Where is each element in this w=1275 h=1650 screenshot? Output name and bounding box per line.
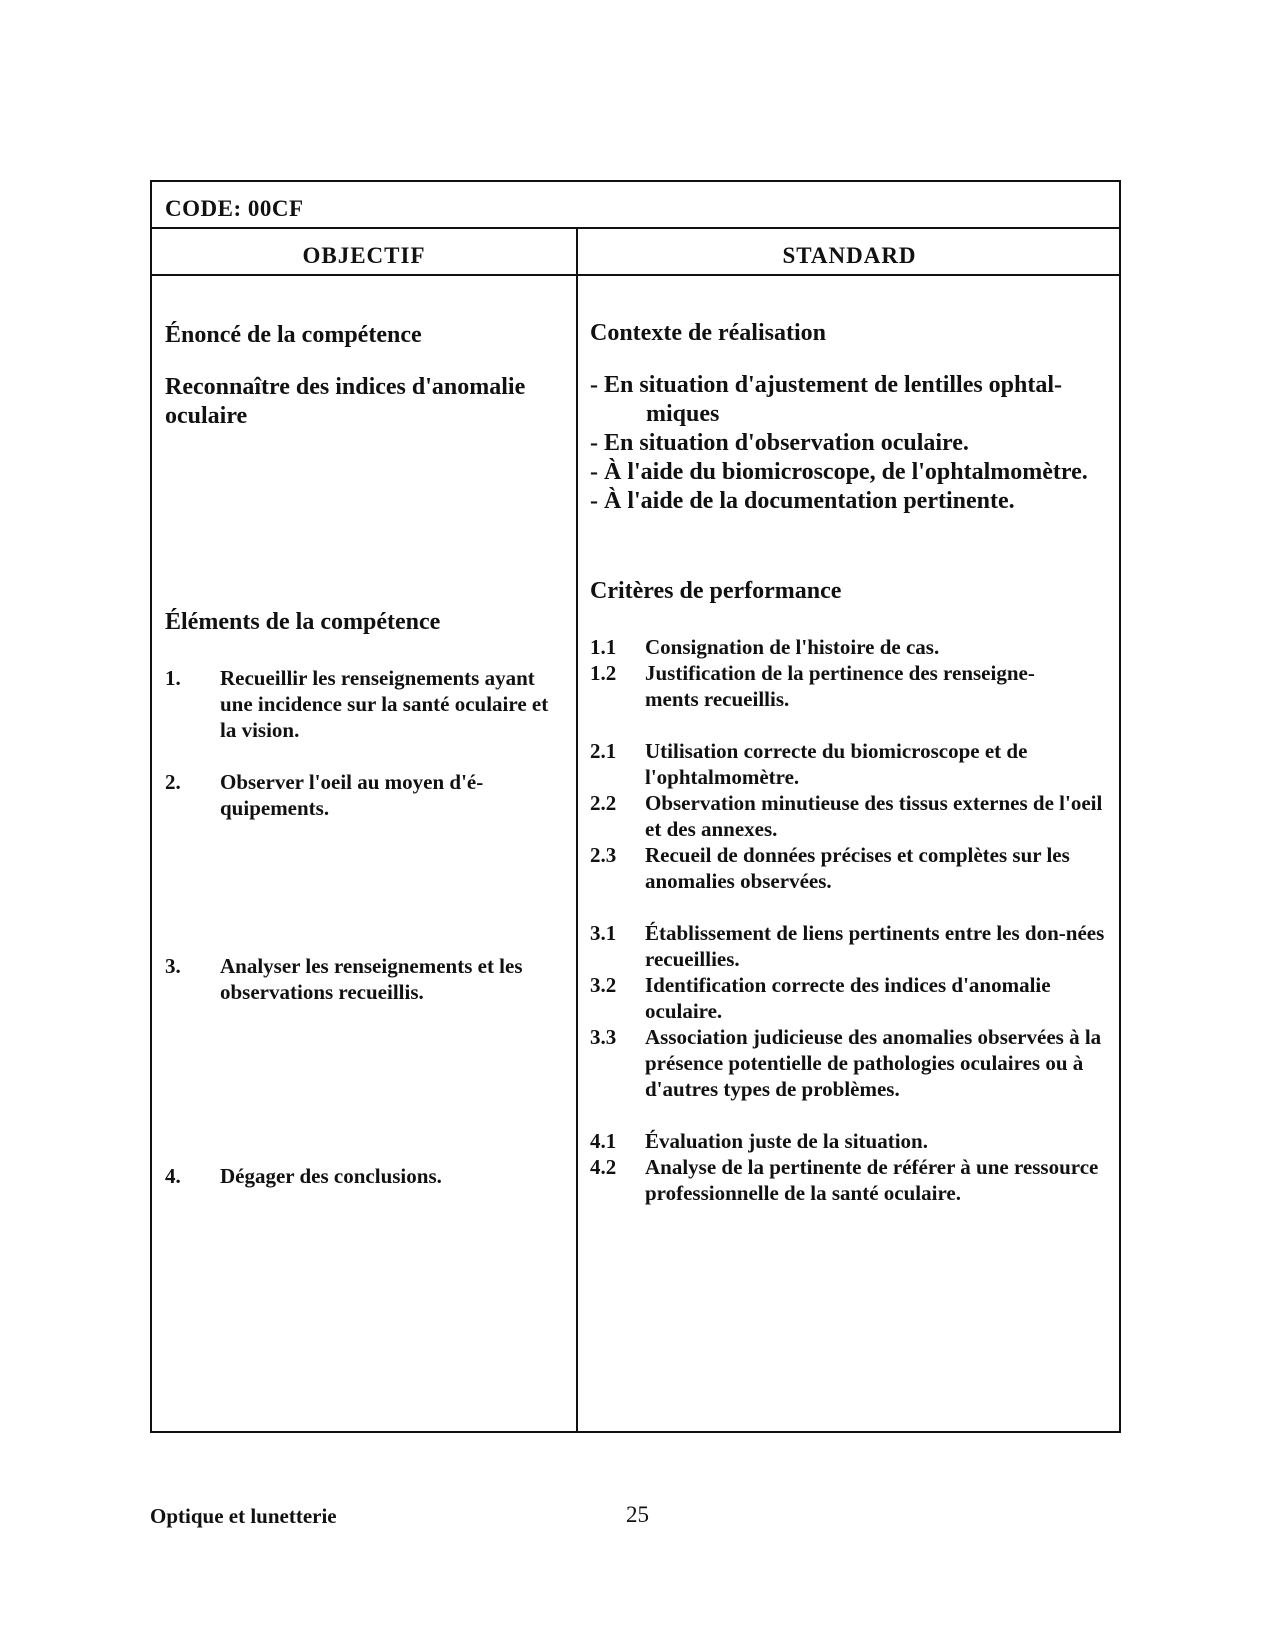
header-row (152, 229, 1119, 276)
critere-text: Association judicieuse des anomalies observées à la présence potentielle de pathologies oculaires ou à d'autres types de problèmes. (645, 1025, 1102, 1101)
critere-text: Observation minutieuse des tissus externes de l'oeil et des annexes. (645, 791, 1103, 841)
contexte-item: - À l'aide du biomicroscope, de l'ophtalmomètre. (590, 459, 1088, 485)
objectif-header: OBJECTIF (302, 243, 426, 268)
critere-number: 4.1 (590, 1129, 617, 1153)
code-label: CODE: 00CF (165, 196, 304, 221)
element-text: Recueillir les renseignements ayant une incidence sur la santé oculaire et la vision. (220, 666, 549, 742)
contexte-item: - En situation d'ajustement de lentilles ophtal-miques (590, 372, 1063, 427)
contexte-list (590, 371, 1116, 516)
footer-program: Optique et lunetterie (150, 1504, 337, 1528)
critere-text: Analyse de la pertinente de référer à une ressource professionnelle de la santé oculaire. (645, 1155, 1099, 1205)
critere-number: 2.3 (590, 843, 617, 867)
enonce-title: Énoncé de la compétence (165, 322, 422, 348)
critere-number: 3.2 (590, 973, 617, 997)
column-divider (576, 229, 578, 1431)
critere-text: Évaluation juste de la situation. (645, 1129, 928, 1153)
critere-number: 1.1 (590, 635, 617, 659)
elements-title: Éléments de la compétence (165, 609, 441, 635)
element-number: 3. (165, 954, 181, 978)
element-text: Analyser les renseignements et les observations recueillis. (220, 954, 523, 1004)
critere-text: Consignation de l'histoire de cas. (645, 635, 940, 659)
element-number: 4. (165, 1164, 181, 1188)
critere-text: Justification de la pertinence des renseigne-ments recueillis. (645, 661, 1035, 711)
enonce-text: Reconnaître des indices d'anomalie oculaire (165, 374, 526, 429)
competency-table (150, 180, 1121, 1433)
criteres-title: Critères de performance (590, 578, 842, 604)
critere-number: 2.2 (590, 791, 617, 815)
contexte-item: - En situation d'observation oculaire. (590, 430, 969, 456)
standard-header: STANDARD (782, 243, 917, 268)
critere-number: 3.3 (590, 1025, 617, 1049)
critere-number: 3.1 (590, 921, 617, 945)
element-text: Observer l'oeil au moyen d'é-quipements. (220, 770, 484, 820)
contexte-item: - À l'aide de la documentation pertinente. (590, 488, 1015, 514)
element-text: Dégager des conclusions. (220, 1164, 442, 1188)
element-number: 2. (165, 770, 181, 794)
element-number: 1. (165, 666, 181, 690)
contexte-title: Contexte de réalisation (590, 320, 826, 346)
critere-number: 4.2 (590, 1155, 617, 1179)
page-number: 25 (626, 1502, 649, 1527)
critere-text: Établissement de liens pertinents entre les don-nées recueillies. (645, 921, 1105, 971)
critere-number: 2.1 (590, 739, 617, 763)
critere-text: Utilisation correcte du biomicroscope et de l'ophtalmomètre. (645, 739, 1028, 789)
critere-text: Recueil de données précises et complètes sur les anomalies observées. (645, 843, 1070, 893)
critere-text: Identification correcte des indices d'anomalie oculaire. (645, 973, 1051, 1023)
critere-number: 1.2 (590, 661, 617, 685)
code-row (152, 182, 1119, 229)
